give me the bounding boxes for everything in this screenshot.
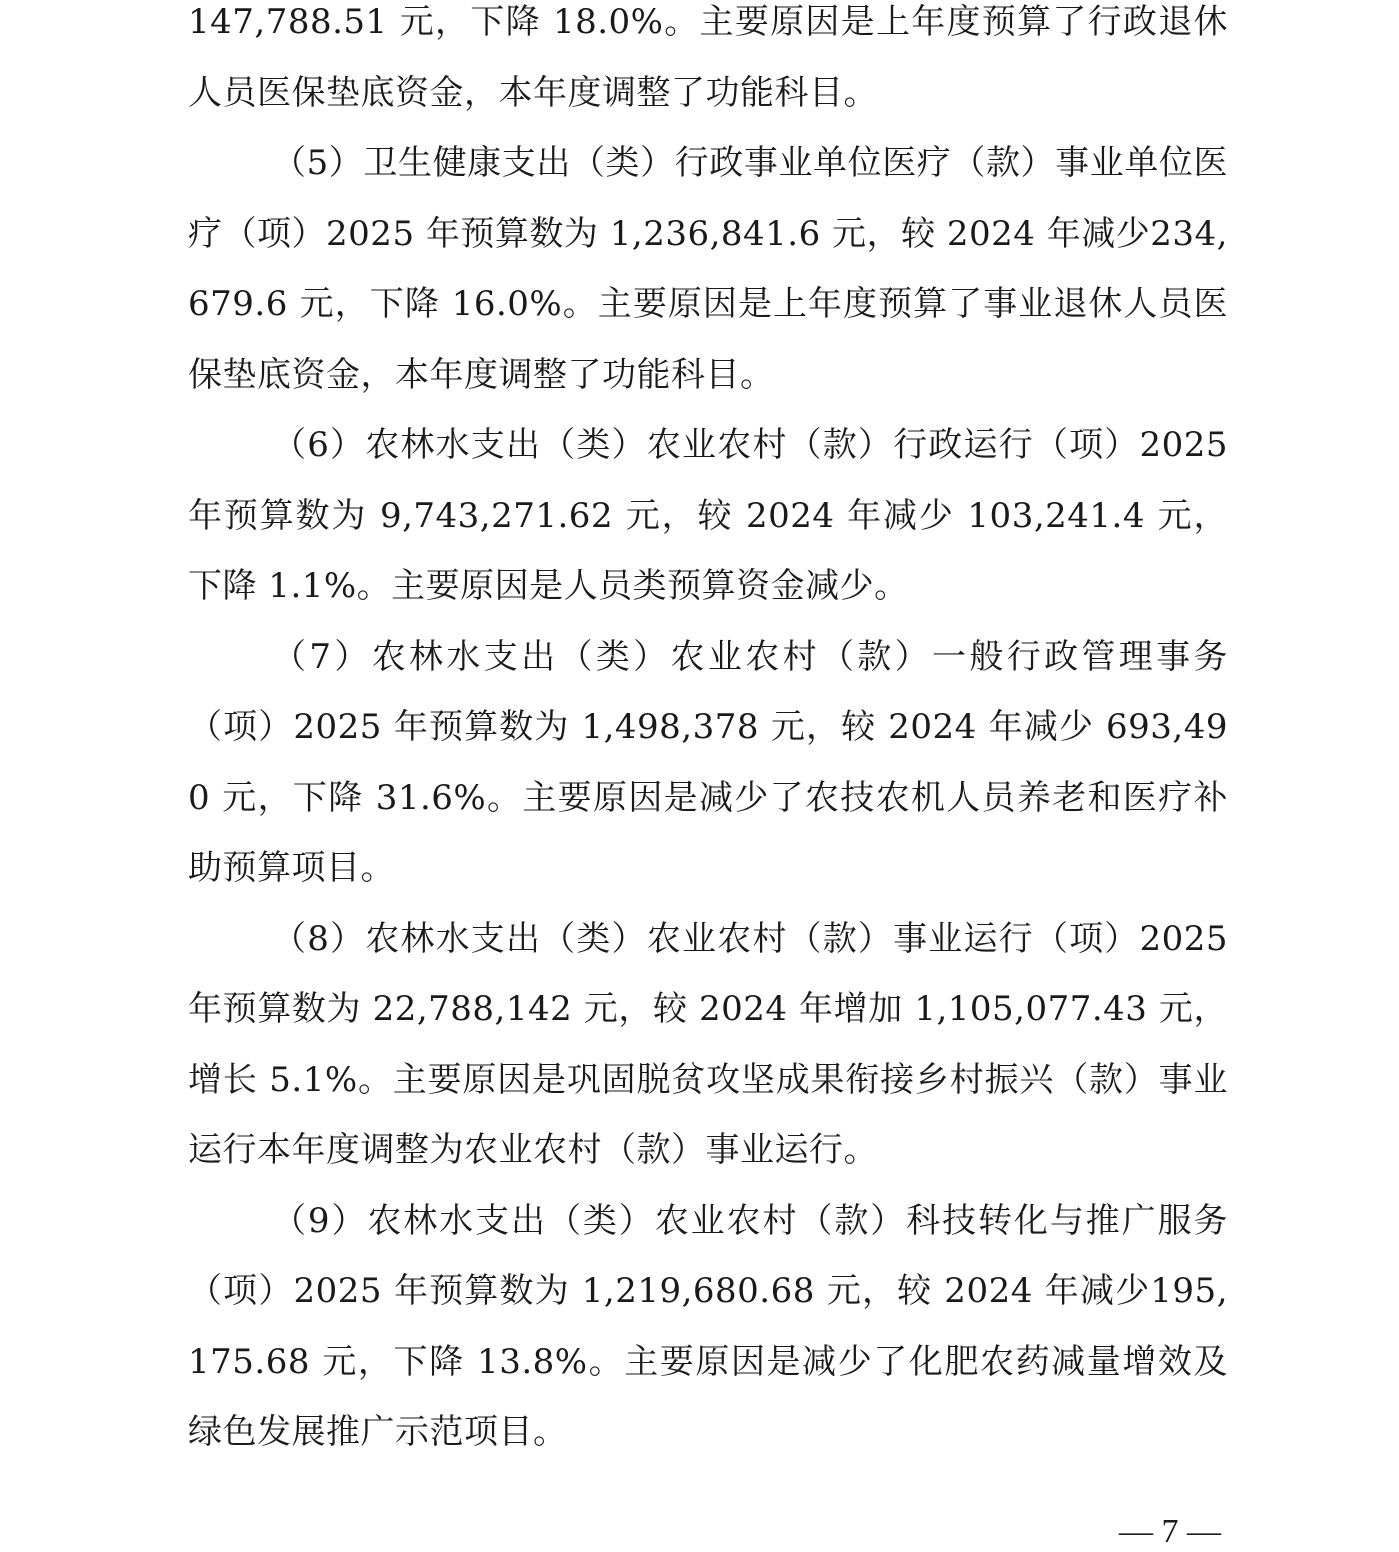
paragraph-item-5: （5）卫生健康支出（类）行政事业单位医疗（款）事业单位医疗（项）2025 年预算数为 1,236,841.6 元，较 2024 年减少234,679.6 元，下降 16.0%。主要原因是上年度预算了事业退休人员医保垫底资金，本年度调整了功能科目。 — [188, 143, 1228, 395]
paragraph-item-9: （9）农林水支出（类）农业农村（款）科技转化与推广服务（项）2025 年预算数为 1,219,680.68 元，较 2024 年减少195,175.68 元，下降 13.8%。主要原因是减少了化肥农药减量增效及绿色发展推广示范项目。 — [188, 1200, 1228, 1452]
paragraph-item-6: （6）农林水支出（类）农业农村（款）行政运行（项）2025 年预算数为 9,743,271.62 元，较 2024 年减少 103,241.4 元，下降 1.1%。主要原因是人员类预算资金减少。 — [188, 425, 1228, 606]
paragraph-item-7: （7）农林水支出（类）农业农村（款）一般行政管理事务（项）2025 年预算数为 1,498,378 元，较 2024 年减少 693,490 元，下降 31.6%。主要原因是减少了农技农机人员养老和医疗补助预算项目。 — [188, 636, 1228, 888]
document-body — [188, 0, 1228, 1468]
paragraph-item-8: （8）农林水支出（类）农业农村（款）事业运行（项）2025 年预算数为 22,788,142 元，较 2024 年增加 1,105,077.43 元，增长 5.1%。主要原因是巩固脱贫攻坚成果衔接乡村振兴（款）事业运行本年度调整为农业农村（款）事业运行。 — [188, 918, 1228, 1170]
page-number: — 7 — — [1119, 1513, 1221, 1550]
paragraph-continued: 147,788.51 元，下降 18.0%。主要原因是上年度预算了行政退休人员医保垫底资金，本年度调整了功能科目。 — [188, 2, 1228, 113]
